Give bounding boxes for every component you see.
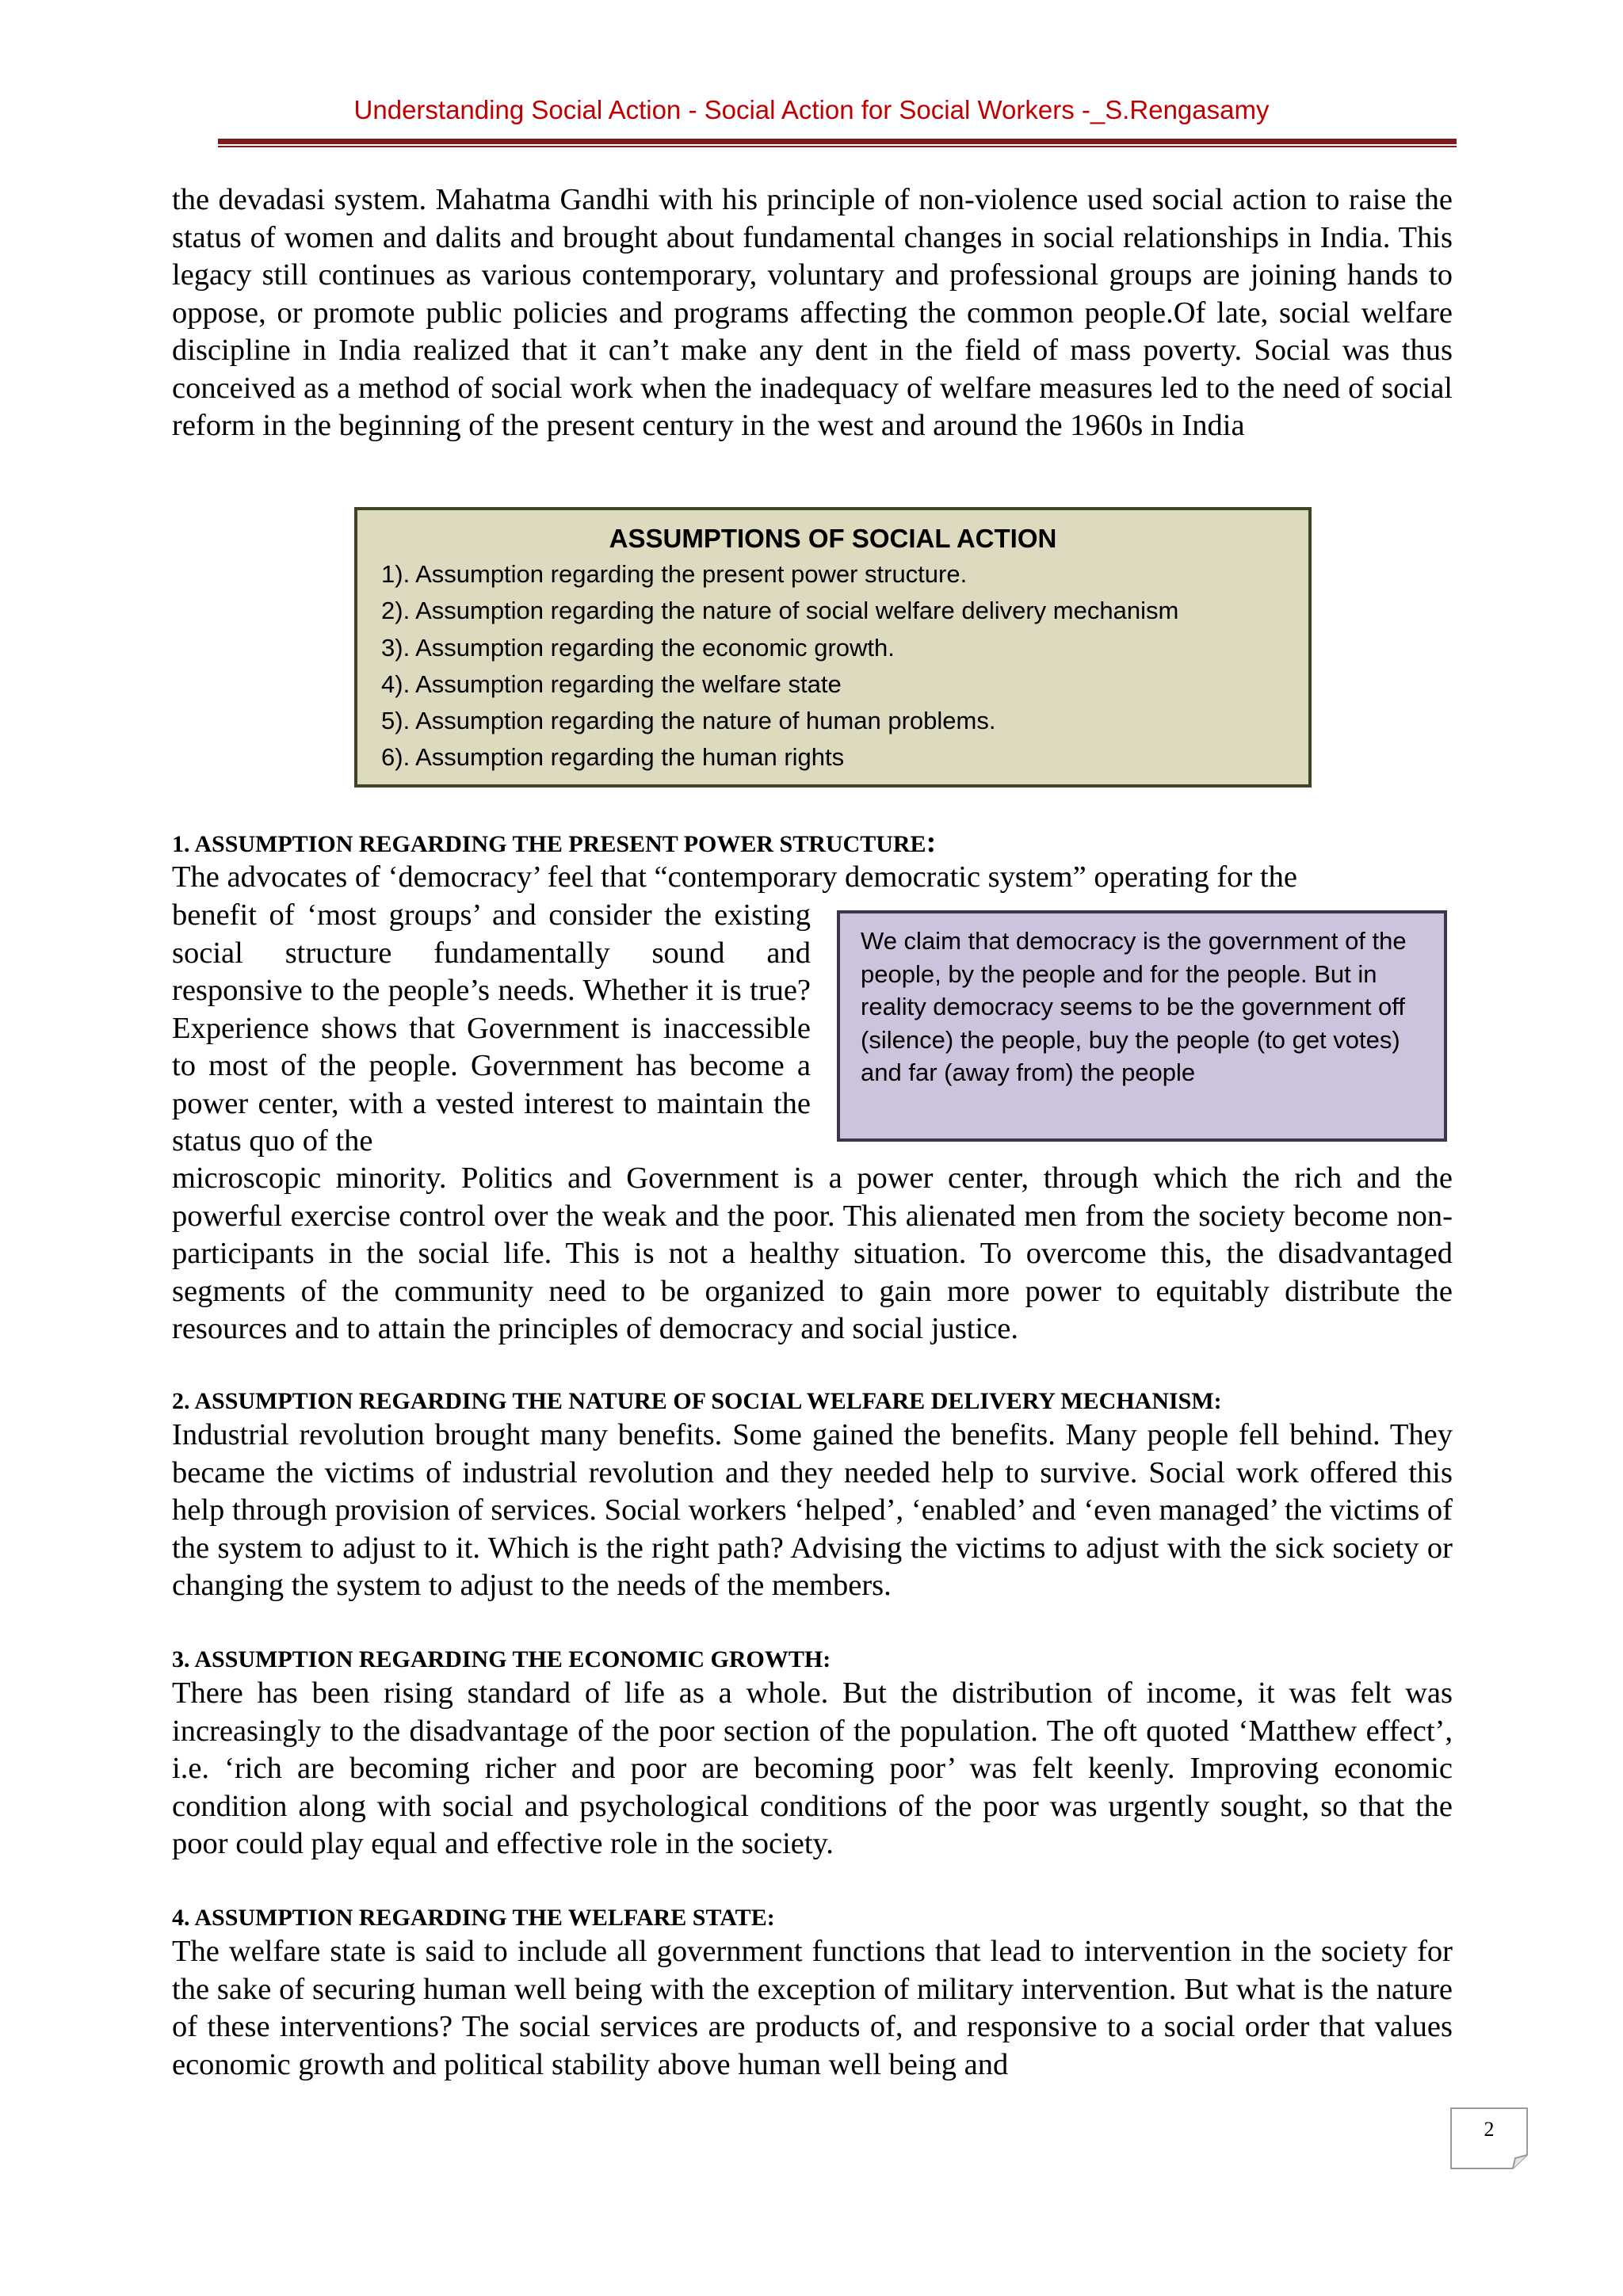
section-1-heading-colon: : [926, 826, 937, 859]
section-2-paragraph: Industrial revolution brought many benefits. Some gained the benefits. Many people fell behind. They became the victims of industrial revolution and they needed help to survive. Social work offered this help through provision of services. Social workers ‘helped’, ‘enabled’ and ‘even managed’ the victims of the system to adjust to it. Which is the right path? Advising the victims to adjust with the sick society or changing the system to adjust to the needs of the members. [172, 1418, 1453, 1602]
section-1-heading [172, 828, 1453, 859]
assumptions-box [354, 507, 1312, 788]
header-rule-thin [218, 146, 1457, 147]
running-header: Understanding Social Action - Social Action for Social Workers -_S.Rengasamy [353, 95, 1270, 124]
section-3-heading: 3. ASSUMPTION REGARDING THE ECONOMIC GROWTH: [172, 1646, 831, 1672]
section-4-heading: 4. ASSUMPTION REGARDING THE WELFARE STATE: [172, 1905, 775, 1931]
assumption-item: 2). Assumption regarding the nature of social welfare delivery mechanism [381, 597, 1179, 625]
democracy-quote-text: We claim that democracy is the government of the people, by the people and for the people. But in reality democracy seems to be the government off (silence) the people, buy the people (to get votes) and far (away from) the people [861, 927, 1407, 1086]
section-3-paragraph: There has been rising standard of life as a whole. But the distribution of income, it was felt was increasingly to the disadvantage of the poor section of the population. The oft quoted ‘Matthew effect’, i.e. ‘rich are becoming richer and poor are becoming poor’ was felt keenly. Improving economic condition along with social and psychological conditions of the poor was urgently sought, so that the poor could play equal and effective role in the society. [172, 1676, 1453, 1860]
assumption-item: 6). Assumption regarding the human rights [381, 743, 845, 772]
section-2-heading: 2. ASSUMPTION REGARDING THE NATURE OF SOCIAL WELFARE DELIVERY MECHANISM: [172, 1388, 1222, 1414]
header-rule [218, 139, 1457, 144]
section-1-wrapped-text: benefit of ‘most groups’ and consider the existing social structure fundamentally sound and responsive to the people’s needs. Whether it is true? Experience shows that Government is inaccessible to most of the people. Government has become a power center, with a vested interest to maintain the status quo of the [172, 898, 811, 1158]
assumption-item: 1). Assumption regarding the present power structure. [381, 560, 968, 588]
assumption-item: 3). Assumption regarding the economic growth. [381, 633, 895, 662]
democracy-quote-box [837, 910, 1447, 1142]
assumption-item: 5). Assumption regarding the nature of human problems. [381, 707, 996, 735]
section-1-heading-text: 1. ASSUMPTION REGARDING THE PRESENT POWER STRUCTURE [172, 831, 926, 857]
section-4-paragraph: The welfare state is said to include all government functions that lead to intervention in the society for the sake of securing human well being with the exception of military intervention. But what is the nature of these interventions? The social services are products of, and responsive to a social order that values economic growth and political stability above human well being and [172, 1935, 1453, 2081]
intro-paragraph: the devadasi system. Mahatma Gandhi with his principle of non-violence used social action to raise the status of women and dalits and brought about fundamental changes in social relationships in India. This legacy still continues as various contemporary, voluntary and professional groups are joining hands to oppose, or promote public policies and programs affecting the common people.Of late, social welfare discipline in India realized that it can’t make any dent in the field of mass poverty. Social was thus conceived as a method of social work when the inadequacy of welfare measures led to the need of social reform in the beginning of the present century in the west and around the 1960s in India [172, 183, 1453, 442]
section-1-first-line: The advocates of ‘democracy’ feel that “contemporary democratic system” operating for the [172, 860, 1297, 894]
section-1-paragraph: microscopic minority. Politics and Government is a power center, through which the rich and the powerful exercise control over the weak and the poor. This alienated men from the society become non-participants in the social life. This is not a healthy situation. To overcome this, the disadvantaged segments of the community need to be organized to gain more power to equitably distribute the resources and to attain the principles of democracy and social justice. [172, 1161, 1453, 1345]
assumption-item: 4). Assumption regarding the welfare state [381, 669, 842, 698]
page-number: 2 [1484, 2118, 1495, 2141]
assumptions-box-title: ASSUMPTIONS OF SOCIAL ACTION [609, 524, 1057, 553]
